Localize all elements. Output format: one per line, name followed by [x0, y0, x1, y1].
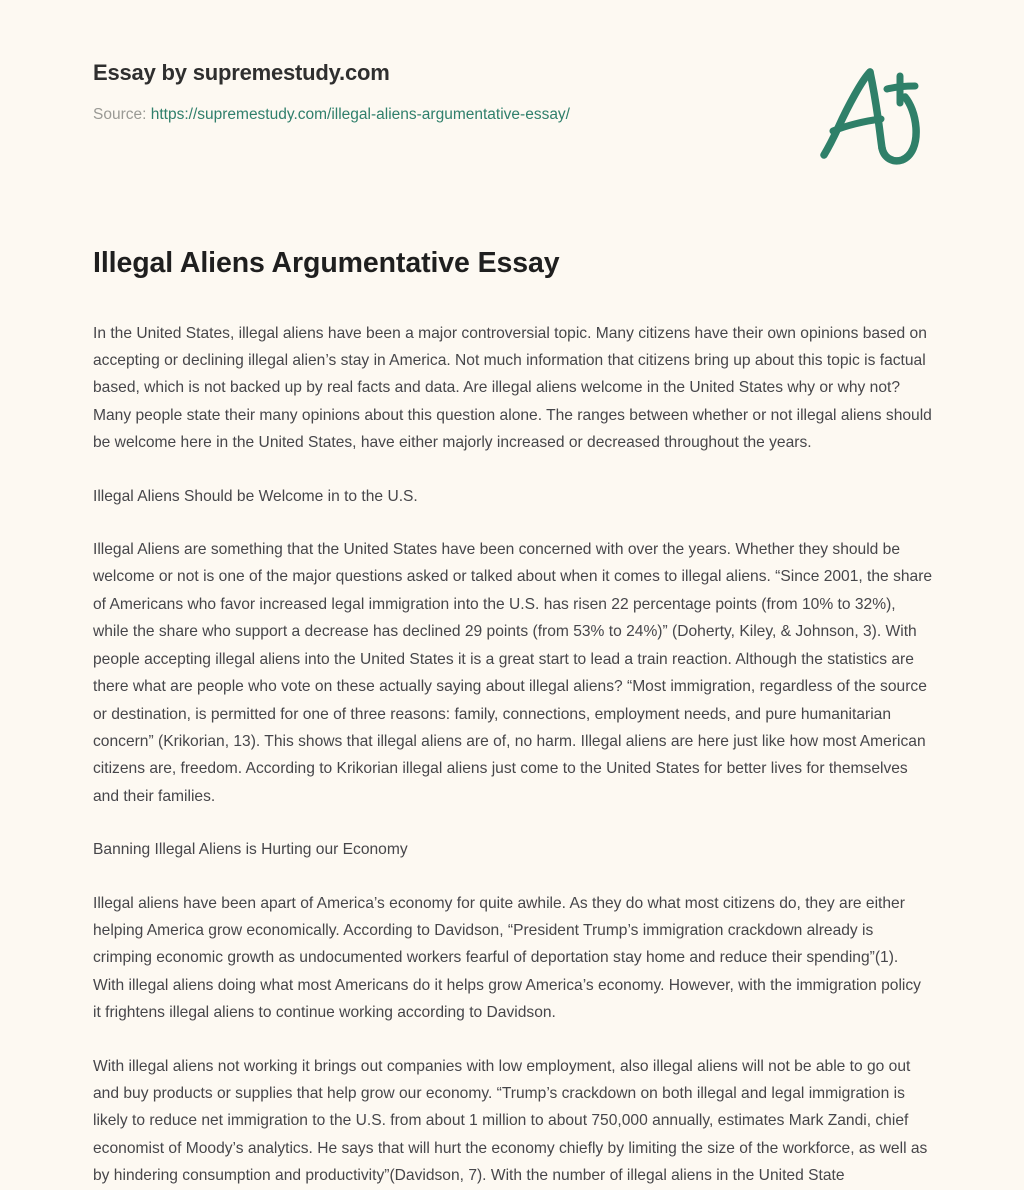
a-plus-logo-icon — [812, 58, 932, 173]
section-heading: Illegal Aliens Should be Welcome in to the U.S. — [93, 487, 418, 505]
brand-block — [93, 60, 793, 126]
page-header — [0, 0, 1024, 200]
source-url-link[interactable]: https://supremestudy.com/illegal-aliens-argumentative-essay/ — [150, 106, 570, 124]
article-body — [93, 246, 933, 1190]
article-paragraph: Illegal aliens have been apart of America’s economy for quite awhile. As they do what most citizens do, they are either helping America grow economically. According to Davidson, “President Trump’s immigration crackdown already is crimping economic growth as undocumented workers fearful of deportation stay home and reduce their spending”(1). With illegal aliens doing what most Americans do it helps grow America’s economy. However, with the immigration policy it frightens illegal aliens to continue working according to Davidson. — [93, 894, 921, 1022]
source-label: Source: — [93, 106, 147, 124]
article-paragraph: With illegal aliens not working it brings out companies with low employment, also illegal aliens will not be able to go out and buy products or supplies that help grow our economy. “Trump’s crackdown on both illegal and legal immigration is likely to reduce net immigration to the U.S. from about 1 million to about 750,000 annually, estimates Mark Zandi, chief economist of Moody’s analytics. He says that will hurt the economy chiefly by limiting the size of the workforce, as well as by hindering consumption and productivity”(Davidson, 7). With the number of illegal aliens in the United State — [93, 1057, 928, 1185]
brand-title: Essay by supremestudy.com — [93, 60, 390, 85]
article-paragraph: Illegal Aliens are something that the United States have been concerned with over the years. Whether they should be welcome or not is one of the major questions asked or talked about when it comes to illegal aliens. “Since 2001, the share of Americans who favor increased legal immigration into the U.S. has risen 22 percentage points (from 10% to 32%), while the share who support a decrease has declined 29 points (from 53% to 24%)” (Doherty, Kiley, & Johnson, 3). With people accepting illegal aliens into the United States it is a great start to lead a train reaction. Although the statistics are there what are people who vote on these actually saying about illegal aliens? “Most immigration, regardless of the source or destination, is permitted for one of three reasons: family, connections, employment needs, and pure humanitarian concern” (Krikorian, 13). This shows that illegal aliens are of, no harm. Illegal aliens are here just like how most American citizens are, freedom. According to Krikorian illegal aliens just come to the United States for better lives for themselves and their families. — [93, 541, 933, 805]
article-paragraph: In the United States, illegal aliens have been a major controversial topic. Many citizens have their own opinions based on accepting or declining illegal alien’s stay in America. Not much information that citizens bring up about this topic is factual based, which is not backed up by real facts and data. Are illegal aliens welcome in the United States why or why not? Many people state their many opinions about this question alone. The ranges between whether or not illegal aliens should be welcome here in the United States, have either majorly increased or decreased throughout the years. — [93, 324, 932, 452]
source-line — [93, 105, 793, 125]
section-heading: Banning Illegal Aliens is Hurting our Economy — [93, 841, 408, 859]
page-title: Illegal Aliens Argumentative Essay — [93, 247, 560, 279]
